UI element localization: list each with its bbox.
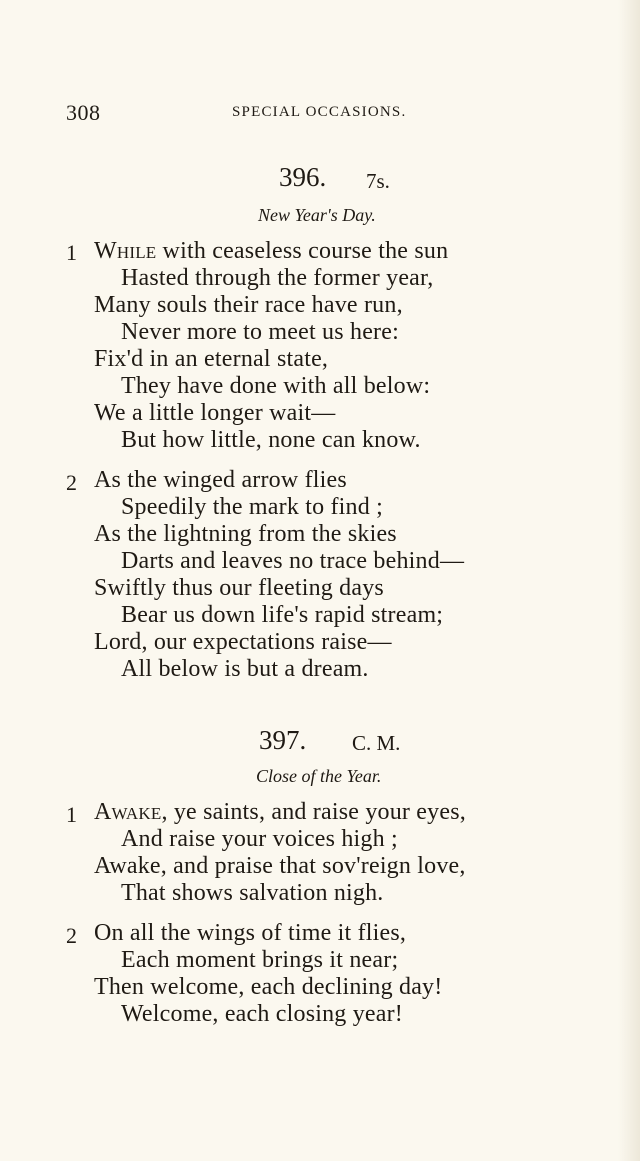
verse-line: Fix'd in an eternal state,: [94, 346, 329, 372]
verse-line: Swiftly thus our fleeting days: [94, 575, 384, 601]
verse-line: Many souls their race have run,: [94, 292, 403, 318]
hymn-subtitle: Close of the Year.: [256, 766, 382, 786]
verse-line: We a little longer wait—: [94, 400, 336, 426]
verse-line: Awake, and praise that sov'reign love,: [94, 853, 466, 879]
verse-line: But how little, none can know.: [121, 427, 421, 453]
stanza-number: 1: [66, 802, 77, 827]
verse-line: As the winged arrow flies: [94, 467, 347, 493]
opening-line-rest: , ye saints, and raise your eyes,: [161, 799, 466, 825]
verse-line: All below is but a dream.: [121, 656, 369, 682]
verse-line: That shows salvation nigh.: [121, 880, 384, 906]
page-edge-shadow: [618, 0, 640, 1161]
verse-line: Bear us down life's rapid stream;: [121, 602, 444, 628]
verse-line: As the lightning from the skies: [94, 521, 397, 547]
verse-line: They have done with all below:: [121, 373, 431, 399]
opening-word: Awake: [94, 799, 162, 825]
verse-line: Speedily the mark to find ;: [121, 494, 384, 520]
opening-word: While: [94, 238, 157, 264]
opening-line-rest: with ceaseless course the sun: [156, 238, 449, 264]
verse-line: And raise your voices high ;: [121, 826, 398, 852]
running-head: SPECIAL OCCASIONS.: [232, 104, 407, 120]
verse-line: Lord, our expectations raise—: [94, 629, 392, 655]
verse-line: On all the wings of time it flies,: [94, 920, 407, 946]
stanza-number: 2: [66, 923, 77, 948]
hymn-number: 396.: [279, 162, 327, 192]
verse-line: Never more to meet us here:: [121, 319, 399, 345]
stanza-number: 1: [66, 240, 77, 265]
page-number: 308: [66, 100, 101, 125]
verse-line: [94, 238, 448, 265]
verse-line: [94, 799, 466, 826]
stanza-number: 2: [66, 470, 77, 495]
verse-line: Hasted through the former year,: [121, 265, 434, 291]
verse-line: Darts and leaves no trace behind—: [121, 548, 465, 574]
hymn-number: 397.: [259, 725, 307, 755]
verse-line: Then welcome, each declining day!: [94, 974, 443, 1000]
hymn-meter: 7s.: [366, 169, 390, 193]
hymn-subtitle: New Year's Day.: [258, 205, 376, 225]
verse-line: Welcome, each closing year!: [121, 1001, 403, 1027]
verse-line: Each moment brings it near;: [121, 947, 399, 973]
hymn-meter: C. M.: [352, 731, 401, 755]
